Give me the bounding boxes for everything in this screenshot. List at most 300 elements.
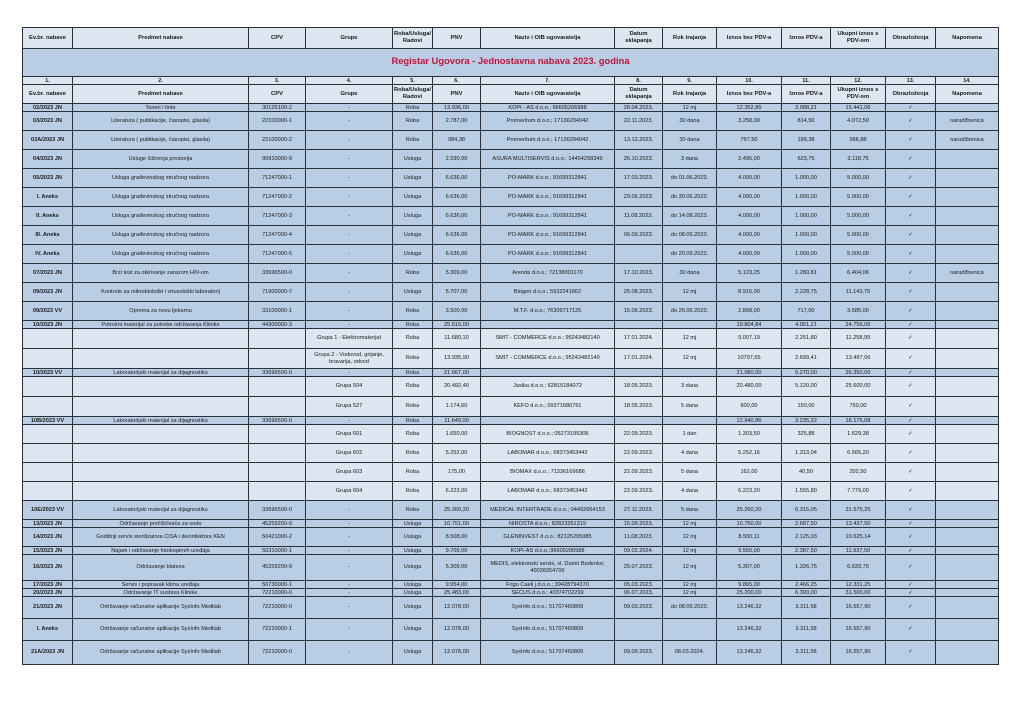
col-ev-broj-cell: 03/2023 JN: [23, 112, 73, 131]
col-grupe-cell: -: [306, 501, 393, 520]
col-cpv-cell: 72210000-0: [249, 641, 306, 665]
col-vrsta-cell: Roba: [393, 377, 433, 397]
col-iznos-bez-pdv-cell: 12.352,85: [717, 104, 782, 112]
col-vrsta-cell: Roba: [393, 369, 433, 377]
col-naziv-header: Naziv i OIB ugovaratelja: [481, 28, 615, 49]
col-napomena-cell: [936, 169, 999, 188]
col-napomena-cell: [936, 425, 999, 444]
col-predmet-cell: [73, 329, 249, 349]
col-predmet-cell: [73, 349, 249, 369]
col-iznos-pdv-cell: 2.466,25: [782, 581, 831, 589]
group-row: [23, 397, 999, 417]
col-grupe-cell: Grupa 504: [306, 377, 393, 397]
check-mark-icon: ✓: [886, 444, 936, 463]
col-predmet-header: Predmet nabave: [73, 28, 249, 49]
col-naziv-cell: PO-MARK d.o.o.; 91699312841: [481, 245, 615, 264]
col-cpv-cell: 45259200-9: [249, 555, 306, 581]
col-rok-cell: [663, 417, 717, 425]
col-naziv-cell: [481, 417, 615, 425]
check-mark-icon: ✓: [886, 463, 936, 482]
col-ukupno-cell: 5.000,00: [831, 188, 886, 207]
col-rok-cell: [663, 321, 717, 329]
col-grupe-cell: Grupa 601: [306, 425, 393, 444]
col-cpv-cell: 71247000-5: [249, 245, 306, 264]
col-pnv-cell: 12.078,00: [433, 619, 481, 641]
col-rok-cell: 12 mj: [663, 520, 717, 528]
col-naziv-header: 7.: [481, 77, 615, 85]
col-predmet-cell: Usluga građevinskog stručnog nadzora: [73, 207, 249, 226]
col-datum-cell: 28.04.2023.: [615, 104, 663, 112]
col-rok-header: Rok trajanja: [663, 28, 717, 49]
col-iznos-bez-pdv-cell: 9.865,00: [717, 581, 782, 589]
col-iznos-pdv-cell: 1.313,04: [782, 444, 831, 463]
col-pnv-cell: 175,00: [433, 463, 481, 482]
col-vrsta-cell: Roba: [393, 349, 433, 369]
check-mark-icon: ✓: [886, 226, 936, 245]
register-title: Registar Ugovora - Jednostavna nabava 2023. godina: [391, 55, 630, 67]
col-grupe-cell: -: [306, 188, 393, 207]
col-datum-cell: 17.01.2024.: [615, 329, 663, 349]
col-ev-broj-cell: 17/2023 JN: [23, 581, 73, 589]
col-grupe-cell: -: [306, 207, 393, 226]
col-cpv-cell: 72210000-0: [249, 597, 306, 619]
col-cpv-cell: [249, 425, 306, 444]
col-pnv-cell: 25.483,00: [433, 589, 481, 597]
col-pnv-cell: 20.492,40: [433, 377, 481, 397]
check-mark-icon: ✓: [886, 597, 936, 619]
table-row: [23, 302, 999, 321]
col-vrsta-cell: Roba: [393, 112, 433, 131]
col-ukupno-cell: 7.779,00: [831, 482, 886, 501]
col-iznos-pdv-header: Iznos PDV-a: [782, 28, 831, 49]
col-iznos-bez-pdv-cell: 4.000,00: [717, 245, 782, 264]
col-ukupno-cell: 24.756,05: [831, 321, 886, 329]
col-pnv-header: PNV: [433, 85, 481, 104]
table-row: [23, 188, 999, 207]
col-ukupno-cell: 16.557,90: [831, 597, 886, 619]
col-ukupno-cell: 31.575,25: [831, 501, 886, 520]
col-vrsta-cell: Usluga: [393, 188, 433, 207]
col-predmet-cell: Održavanje računalne aplikacije SysInfo Medilab: [73, 641, 249, 665]
check-mark-icon: ✓: [886, 349, 936, 369]
col-naziv-header: Naziv i OIB ugovaratelja: [481, 85, 615, 104]
col-grupe-cell: Grupa 527: [306, 397, 393, 417]
col-iznos-bez-pdv-cell: 8.500,11: [717, 528, 782, 547]
check-mark-icon: ✓: [886, 207, 936, 226]
col-cpv-cell: 50730000-1: [249, 581, 306, 589]
summary-row: [23, 321, 999, 329]
col-predmet-cell: Usluga građevinskog stručnog nadzora: [73, 245, 249, 264]
col-datum-cell: [615, 417, 663, 425]
col-cpv-cell: 71247000-1: [249, 169, 306, 188]
col-naziv-cell: PO-MARK d.o.o.; 91699312841: [481, 226, 615, 245]
col-ukupno-cell: 6.565,20: [831, 444, 886, 463]
col-iznos-pdv-cell: 40,50: [782, 463, 831, 482]
col-vrsta-cell: Roba: [393, 482, 433, 501]
table-row: [23, 264, 999, 283]
col-cpv-cell: 33696500-0: [249, 501, 306, 520]
col-predmet-cell: Godišnji servis sterilizatora CISA i dezinfektora KEN: [73, 528, 249, 547]
check-mark-icon: ✓: [886, 283, 936, 302]
group-row: [23, 444, 999, 463]
col-iznos-pdv-cell: 1.000,00: [782, 169, 831, 188]
col-predmet-cell: Usluga građevinskog stručnog nadzora: [73, 188, 249, 207]
col-grupe-cell: -: [306, 150, 393, 169]
col-ev-broj-cell: 07/2023 JN: [23, 264, 73, 283]
col-cpv-cell: 33696500-0: [249, 417, 306, 425]
col-ukupno-cell: 1.629,38: [831, 425, 886, 444]
check-mark-icon: ✓: [886, 245, 936, 264]
col-napomena-header: Napomena: [936, 28, 999, 49]
col-vrsta-header: Roba/Usluga/ Radovi: [393, 28, 433, 49]
col-grupe-header: Grupe: [306, 85, 393, 104]
col-grupe-cell: Grupa 602: [306, 444, 393, 463]
col-napomena-cell: [936, 463, 999, 482]
col-naziv-cell: SysInfo d.o.o.; 51707460809: [481, 641, 615, 665]
summary-row: [23, 417, 999, 425]
col-iznos-pdv-cell: 5.120,00: [782, 377, 831, 397]
col-grupe-cell: -: [306, 619, 393, 641]
col-ev-broj-cell: 15/2023 JN: [23, 547, 73, 555]
col-ukupno-cell: 26.350,00: [831, 369, 886, 377]
col-predmet-cell: Održavanje blatexa: [73, 555, 249, 581]
col-napomena-cell: [936, 150, 999, 169]
col-datum-cell: 22.09.2023.: [615, 425, 663, 444]
col-naziv-cell: Arenda d.o.o.; 72138001170: [481, 264, 615, 283]
col-predmet-header: Predmet nabave: [73, 85, 249, 104]
col-cpv-cell: 33696500-0: [249, 264, 306, 283]
col-vrsta-cell: Roba: [393, 329, 433, 349]
col-naziv-cell: MEDIS, elektronski servis, vl. Damir Bedenko; 40028354706: [481, 555, 615, 581]
col-datum-cell: 25.08.2023.: [615, 283, 663, 302]
col-naziv-cell: [481, 321, 615, 329]
col-predmet-cell: Laboratorijski materijal za dijagnostiku: [73, 501, 249, 520]
col-datum-cell: [615, 619, 663, 641]
check-mark-icon: ✓: [886, 131, 936, 150]
table-row: [23, 226, 999, 245]
table-row: [23, 619, 999, 641]
col-cpv-cell: 90910000-9: [249, 150, 306, 169]
col-datum-cell: 22.09.2023.: [615, 444, 663, 463]
col-obrazlozenja-header: Obrazloženja: [886, 85, 936, 104]
col-predmet-cell: Laboratorijski materijal za dijagnostiku: [73, 417, 249, 425]
col-ev-broj-cell: [23, 377, 73, 397]
col-naziv-cell: BIOMAX d.o.o.; 71336169686: [481, 463, 615, 482]
col-cpv-cell: 33696500-0: [249, 369, 306, 377]
col-rok-cell: 30 dana: [663, 112, 717, 131]
col-grupe-cell: Grupa 2 - Vodovod, grijanje, bravarija, odvod: [306, 349, 393, 369]
col-datum-cell: [615, 245, 663, 264]
col-cpv-cell: 45259200-9: [249, 520, 306, 528]
col-pnv-cell: 11.649,00: [433, 417, 481, 425]
table-row: [23, 520, 999, 528]
col-cpv-cell: 22100000-2: [249, 131, 306, 150]
col-ukupno-cell: 996,88: [831, 131, 886, 150]
col-iznos-bez-pdv-cell: 2.868,00: [717, 302, 782, 321]
col-ukupno-cell: 15.441,06: [831, 104, 886, 112]
check-mark-icon: ✓: [886, 417, 936, 425]
col-pnv-cell: 984,38: [433, 131, 481, 150]
table-row: [23, 641, 999, 665]
col-grupe-cell: -: [306, 547, 393, 555]
col-ev-broj-cell: 09/2023 JN: [23, 283, 73, 302]
col-vrsta-cell: Usluga: [393, 581, 433, 589]
col-rok-cell: 5 dana: [663, 501, 717, 520]
col-rok-cell: 3 dana: [663, 377, 717, 397]
col-ukupno-cell: 16.557,90: [831, 619, 886, 641]
table-row: [23, 104, 999, 112]
col-iznos-bez-pdv-cell: 12.940,86: [717, 417, 782, 425]
col-pnv-cell: 6.223,00: [433, 482, 481, 501]
col-pnv-cell: 10.751,00: [433, 520, 481, 528]
col-iznos-bez-pdv-cell: 10797,65: [717, 349, 782, 369]
col-predmet-cell: [73, 463, 249, 482]
col-cpv-cell: 72210000-1: [249, 619, 306, 641]
col-datum-cell: 06.09.2023.: [615, 226, 663, 245]
col-iznos-bez-pdv-cell: 162,00: [717, 463, 782, 482]
check-mark-icon: ✓: [886, 321, 936, 329]
col-naziv-cell: KOPI-AS d.o.o.;96605206988: [481, 547, 615, 555]
col-naziv-cell: PO-MARK d.o.o.; 91699312841: [481, 169, 615, 188]
col-predmet-cell: Najam i održavanje fotokopirnih uređaja: [73, 547, 249, 555]
col-iznos-pdv-cell: 1.280,81: [782, 264, 831, 283]
col-rok-cell: do 01.06.2023.: [663, 169, 717, 188]
col-iznos-bez-pdv-cell: 21.080,00: [717, 369, 782, 377]
col-iznos-pdv-header: 11.: [782, 77, 831, 85]
col-rok-cell: 5 dana: [663, 463, 717, 482]
col-datum-cell: 25.07.2023.: [615, 555, 663, 581]
col-ukupno-cell: 11.143,75: [831, 283, 886, 302]
col-vrsta-cell: Roba: [393, 444, 433, 463]
col-cpv-cell: 44300000-3: [249, 321, 306, 329]
col-iznos-bez-pdv-cell: 797,50: [717, 131, 782, 150]
col-iznos-pdv-header: Iznos PDV-a: [782, 85, 831, 104]
col-vrsta-cell: Roba: [393, 417, 433, 425]
col-vrsta-cell: Roba: [393, 463, 433, 482]
col-grupe-cell: -: [306, 302, 393, 321]
check-mark-icon: ✓: [886, 619, 936, 641]
col-naziv-cell: Jasika d.o.o.; 62815184072: [481, 377, 615, 397]
col-vrsta-cell: Usluga: [393, 528, 433, 547]
col-cpv-cell: 71247000-2: [249, 188, 306, 207]
col-cpv-cell: 71247000-3: [249, 207, 306, 226]
col-napomena-cell: [936, 369, 999, 377]
group-row: [23, 482, 999, 501]
col-cpv-cell: 30125100-2: [249, 104, 306, 112]
col-iznos-bez-pdv-cell: 9.007,19: [717, 329, 782, 349]
col-vrsta-cell: Usluga: [393, 641, 433, 665]
col-iznos-bez-pdv-cell: 4.000,00: [717, 188, 782, 207]
col-vrsta-cell: Roba: [393, 321, 433, 329]
col-iznos-pdv-cell: 6.300,00: [782, 589, 831, 597]
col-ukupno-cell: 11.937,50: [831, 547, 886, 555]
col-datum-cell: 17.01.2024.: [615, 349, 663, 369]
col-iznos-pdv-cell: 2.699,41: [782, 349, 831, 369]
col-pnv-cell: 5.707,00: [433, 283, 481, 302]
check-mark-icon: ✓: [886, 589, 936, 597]
col-napomena-cell: [936, 302, 999, 321]
col-datum-cell: 15.09.2023.: [615, 520, 663, 528]
col-rok-cell: 12 mj: [663, 283, 717, 302]
col-iznos-pdv-cell: 717,00: [782, 302, 831, 321]
col-napomena-cell: [936, 329, 999, 349]
col-vrsta-cell: Roba: [393, 104, 433, 112]
col-pnv-cell: 5.309,00: [433, 264, 481, 283]
col-ukupno-cell: 5.000,00: [831, 207, 886, 226]
col-predmet-cell: Laboratorijski materijal za dijagnostiku: [73, 369, 249, 377]
col-ukupno-cell: 6.633,75: [831, 555, 886, 581]
col-vrsta-cell: Usluga: [393, 619, 433, 641]
col-predmet-cell: Održavanje računalne aplikacije SysInfo Medilab: [73, 619, 249, 641]
col-naziv-cell: PO-MARK d.o.o.; 91699312841: [481, 207, 615, 226]
col-napomena-cell: [936, 207, 999, 226]
col-napomena-cell: [936, 528, 999, 547]
col-iznos-pdv-cell: 2.228,75: [782, 283, 831, 302]
table-row: [23, 597, 999, 619]
col-predmet-cell: Servis i popravak klima uređaja: [73, 581, 249, 589]
col-cpv-cell: [249, 444, 306, 463]
col-iznos-bez-pdv-cell: 4.000,00: [717, 169, 782, 188]
col-napomena-header: Napomena: [936, 85, 999, 104]
col-vrsta-cell: Usluga: [393, 169, 433, 188]
col-ev-broj-cell: [23, 425, 73, 444]
col-ukupno-cell: 10.625,14: [831, 528, 886, 547]
col-cpv-cell: [249, 349, 306, 369]
col-iznos-bez-pdv-cell: 5.307,00: [717, 555, 782, 581]
col-datum-cell: 05.03.2023.: [615, 581, 663, 589]
col-napomena-header: 14.: [936, 77, 999, 85]
col-datum-header: Datum sklapanja: [615, 85, 663, 104]
col-napomena-cell: [936, 417, 999, 425]
col-ukupno-cell: 12.331,25: [831, 581, 886, 589]
col-napomena-cell: [936, 482, 999, 501]
col-rok-cell: do 30.06.2023.: [663, 188, 717, 207]
col-ukupno-cell: 16.176,08: [831, 417, 886, 425]
col-rok-cell: 12 mj: [663, 329, 717, 349]
col-ev-broj-cell: 20/2023 JN: [23, 589, 73, 597]
col-ukupno-cell: 11.258,99: [831, 329, 886, 349]
col-grupe-cell: -: [306, 169, 393, 188]
col-naziv-cell: MEDICAL INTERTRADE d.o.o.; 04492664153: [481, 501, 615, 520]
col-napomena-cell: [936, 104, 999, 112]
col-grupe-cell: -: [306, 283, 393, 302]
col-grupe-cell: -: [306, 226, 393, 245]
col-naziv-cell: Promeritum d.o.o.; 17136294042: [481, 112, 615, 131]
col-naziv-cell: GLENINVEST d.o.o.; 82125295985: [481, 528, 615, 547]
col-datum-cell: [615, 369, 663, 377]
col-iznos-pdv-cell: 3.311,58: [782, 597, 831, 619]
col-predmet-cell: Održavanje IT sustava Klinike: [73, 589, 249, 597]
col-napomena-cell: [936, 555, 999, 581]
col-ukupno-cell: 31.500,00: [831, 589, 886, 597]
col-grupe-cell: -: [306, 417, 393, 425]
summary-row: [23, 369, 999, 377]
col-napomena-cell: [936, 245, 999, 264]
col-predmet-cell: [73, 482, 249, 501]
col-iznos-bez-pdv-header: 10.: [717, 77, 782, 85]
col-predmet-cell: Toneri i tinte: [73, 104, 249, 112]
col-iznos-pdv-cell: 5.270,00: [782, 369, 831, 377]
check-mark-icon: ✓: [886, 329, 936, 349]
col-cpv-cell: 71247000-4: [249, 226, 306, 245]
col-napomena-cell: [936, 444, 999, 463]
col-ev-broj-cell: 05/2023 JN: [23, 169, 73, 188]
col-predmet-cell: Usluga građevinskog stručnog nadzora: [73, 169, 249, 188]
col-iznos-bez-pdv-cell: 3.258,00: [717, 112, 782, 131]
col-napomena-cell: [936, 321, 999, 329]
col-rok-cell: 08.03.2024.: [663, 641, 717, 665]
col-cpv-cell: 72210000-0: [249, 589, 306, 597]
table-row: [23, 547, 999, 555]
col-naziv-cell: [481, 369, 615, 377]
col-iznos-pdv-cell: 1.000,00: [782, 207, 831, 226]
col-ev-broj-cell: [23, 329, 73, 349]
check-mark-icon: ✓: [886, 397, 936, 417]
col-iznos-bez-pdv-cell: 6.223,20: [717, 482, 782, 501]
col-ukupno-header: 12.: [831, 77, 886, 85]
col-ukupno-cell: 13.437,50: [831, 520, 886, 528]
col-iznos-pdv-cell: 4.951,21: [782, 321, 831, 329]
col-naziv-cell: SysInfo d.o.o.; 51707460809: [481, 597, 615, 619]
col-pnv-header: 6.: [433, 77, 481, 85]
col-predmet-cell: Održavanje pročišćivača za vodu: [73, 520, 249, 528]
col-iznos-bez-pdv-header: Iznos bez PDV-a: [717, 28, 782, 49]
check-mark-icon: ✓: [886, 188, 936, 207]
col-naziv-cell: SECUS d.o.o.; 40374702299: [481, 589, 615, 597]
col-datum-cell: 22.11.2023.: [615, 112, 663, 131]
col-cpv-cell: 71900000-7: [249, 283, 306, 302]
group-row: [23, 377, 999, 397]
col-datum-cell: 27.11.2023.: [615, 501, 663, 520]
col-rok-cell: 12 mj: [663, 589, 717, 597]
col-datum-cell: 18.05.2023.: [615, 397, 663, 417]
col-rok-cell: 4 dana: [663, 444, 717, 463]
col-naziv-cell: BIOGNOST d.o.o.; 05273195306: [481, 425, 615, 444]
check-mark-icon: ✓: [886, 369, 936, 377]
col-grupe-header: Grupe: [306, 28, 393, 49]
col-cpv-cell: [249, 329, 306, 349]
col-datum-cell: 18.05.2023.: [615, 377, 663, 397]
col-pnv-cell: 12.078,00: [433, 597, 481, 619]
col-ev-broj-cell: 21/2023 JN: [23, 597, 73, 619]
col-predmet-cell: [73, 425, 249, 444]
col-rok-cell: do 14.08.2023.: [663, 207, 717, 226]
col-rok-cell: 12 mj: [663, 104, 717, 112]
col-predmet-cell: Potrošni materijal za potrebe održavanja Klinike: [73, 321, 249, 329]
col-napomena-cell: [936, 377, 999, 397]
check-mark-icon: ✓: [886, 482, 936, 501]
col-iznos-pdv-cell: 2.125,03: [782, 528, 831, 547]
col-iznos-bez-pdv-cell: 25.200,00: [717, 589, 782, 597]
col-grupe-cell: -: [306, 264, 393, 283]
col-naziv-cell: KEFO d.o.o.; 09371680761: [481, 397, 615, 417]
col-datum-cell: 29.06.2023.: [615, 188, 663, 207]
col-pnv-cell: 13.936,00: [433, 104, 481, 112]
col-datum-cell: 06.07.2023.: [615, 589, 663, 597]
col-ev-broj-cell: 09/2023 VV: [23, 302, 73, 321]
check-mark-icon: ✓: [886, 104, 936, 112]
col-iznos-bez-pdv-cell: 10.750,00: [717, 520, 782, 528]
col-napomena-cell: narudžbenica: [936, 131, 999, 150]
col-rok-cell: 30 dana: [663, 131, 717, 150]
col-pnv-cell: 1.650,00: [433, 425, 481, 444]
col-predmet-cell: Literatura ( publikacije, časopisi, glasila): [73, 131, 249, 150]
col-napomena-cell: narudžbenica: [936, 264, 999, 283]
col-obrazlozenja-header: Obrazloženja: [886, 28, 936, 49]
col-napomena-cell: [936, 641, 999, 665]
col-datum-cell: 22.09.2023.: [615, 482, 663, 501]
col-rok-header: 9.: [663, 77, 717, 85]
